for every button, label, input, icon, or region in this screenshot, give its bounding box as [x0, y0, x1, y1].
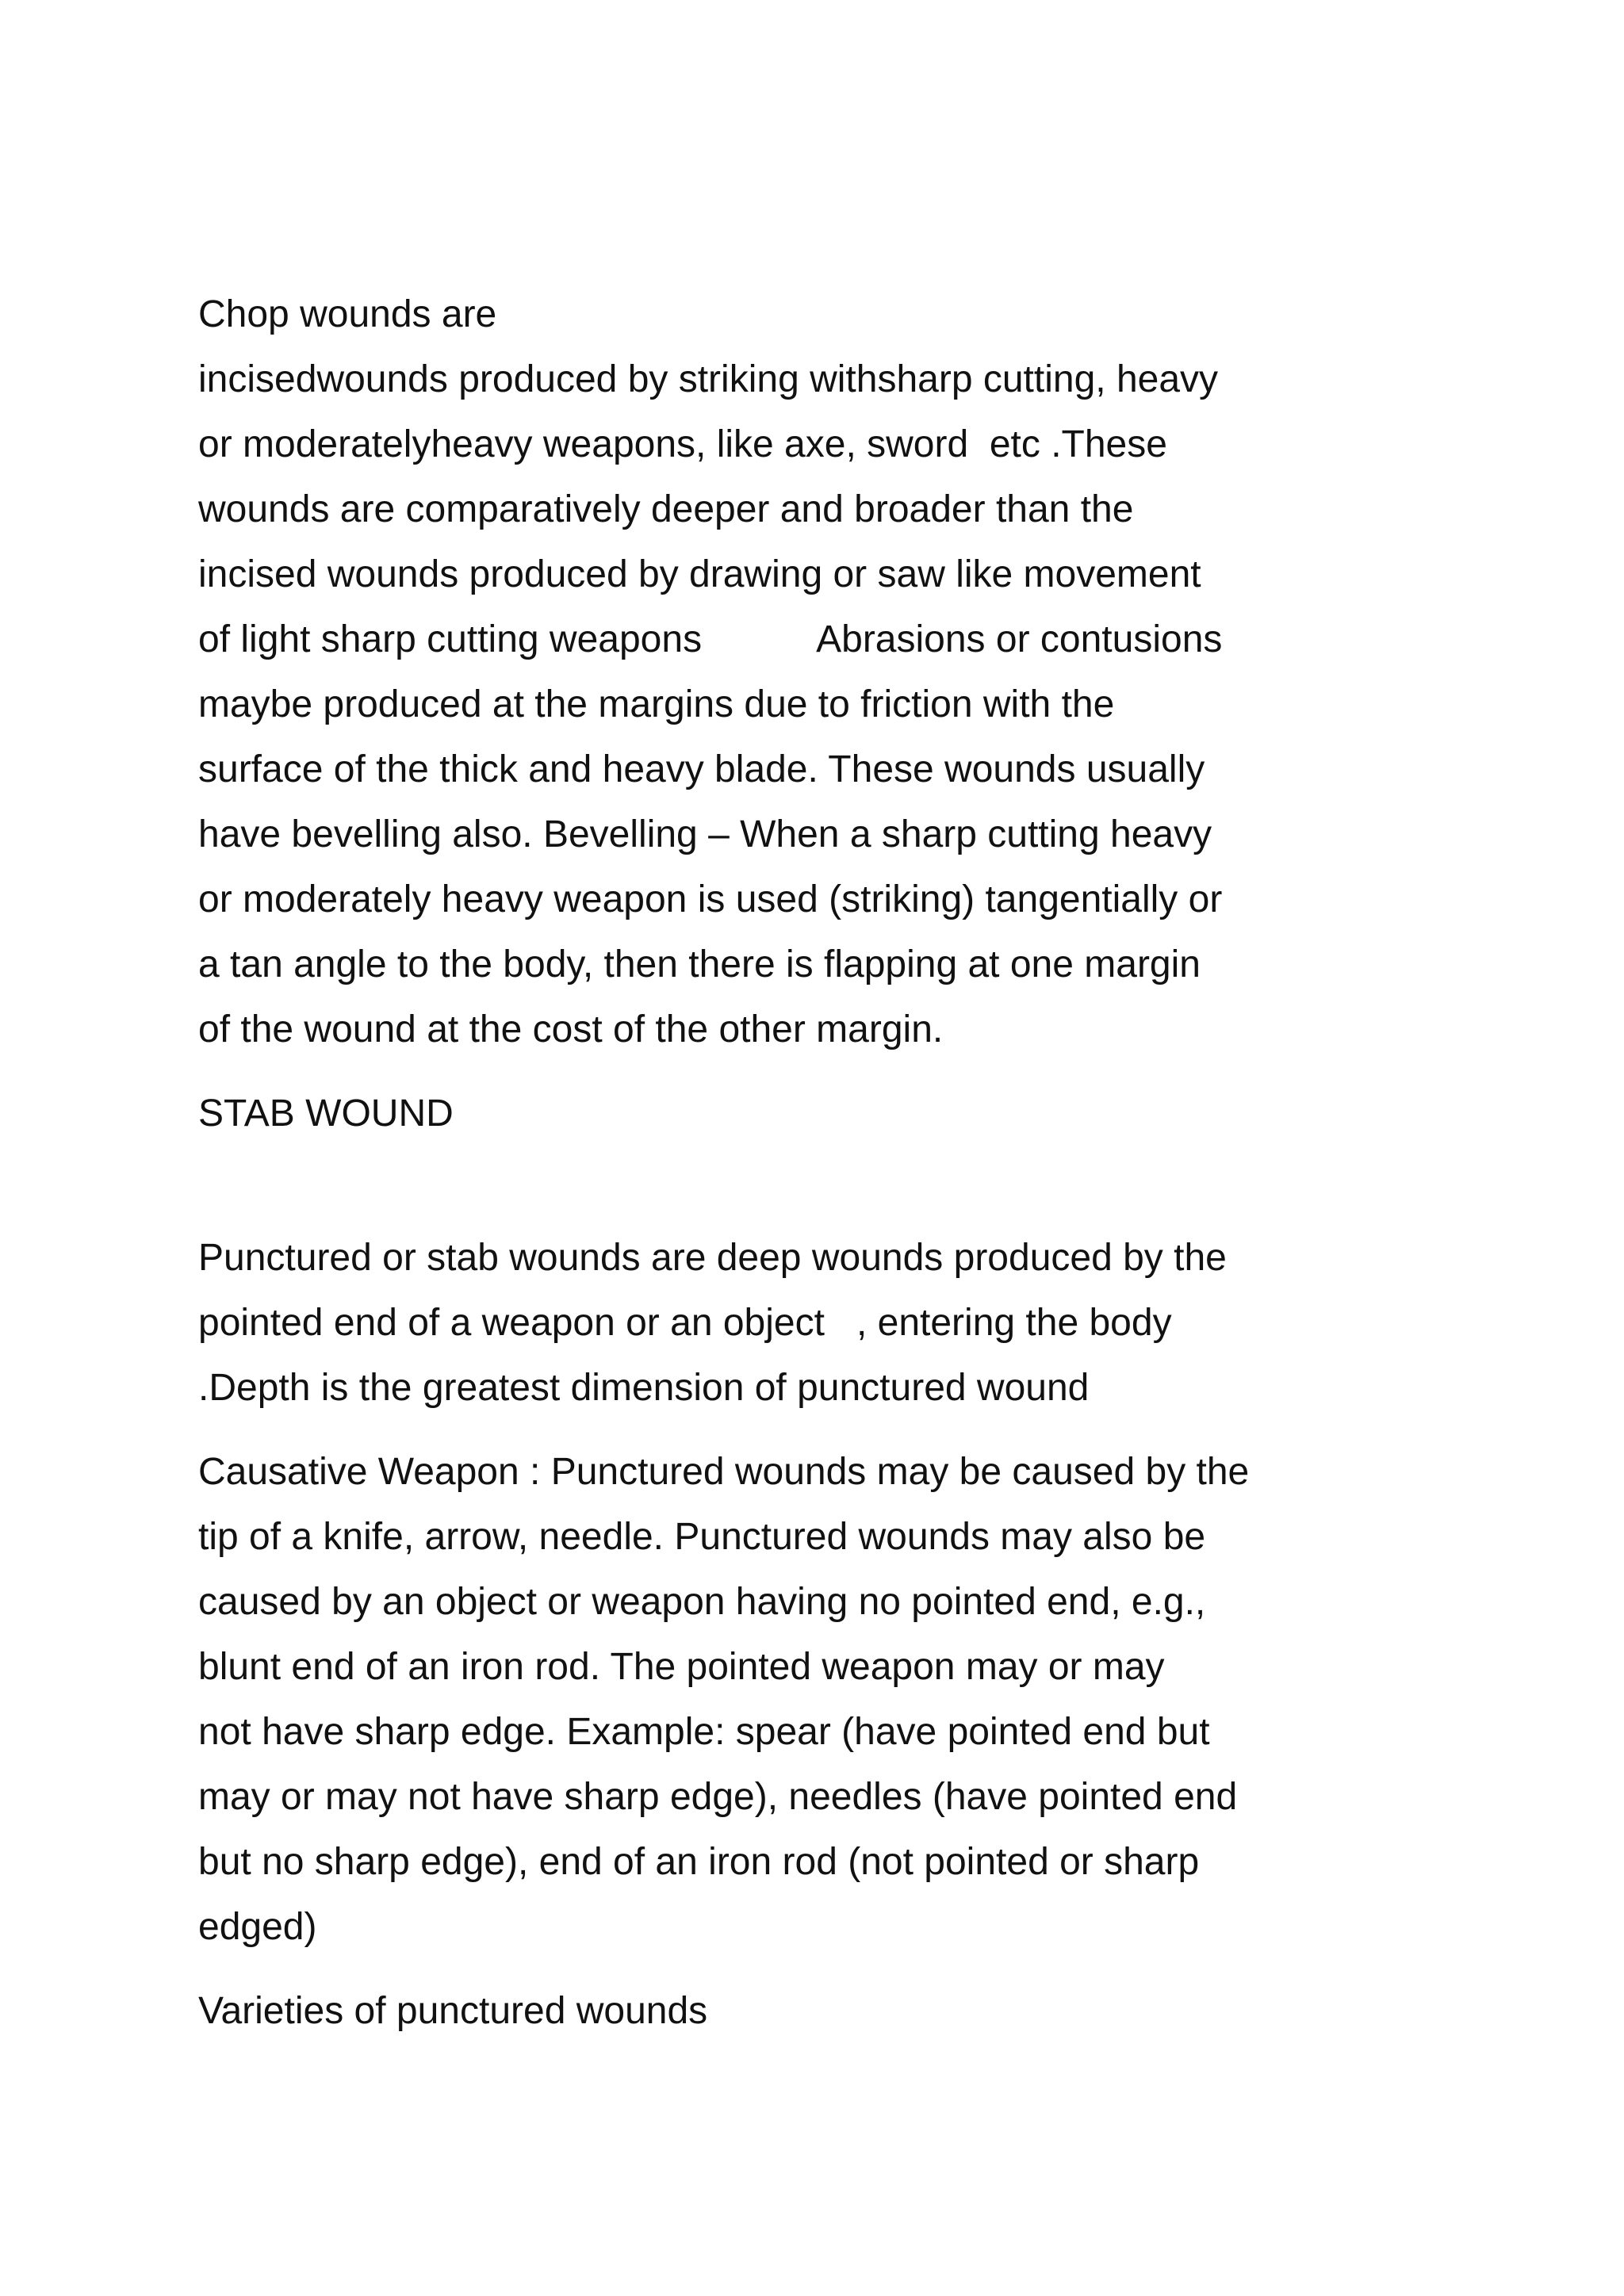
text-line: may or may not have sharp edge), needles (have pointed end — [198, 1776, 1238, 1818]
text-line: not have sharp edge. Example: spear (have pointed end but — [198, 1711, 1210, 1753]
text-line: but no sharp edge), end of an iron rod (not pointed or sharp — [198, 1841, 1200, 1883]
text-line: .Depth is the greatest dimension of punctured wound — [198, 1367, 1090, 1409]
text-line: tip of a knife, arrow, needle. Punctured wounds may also be — [198, 1516, 1206, 1558]
spacer — [198, 1146, 1451, 1226]
text-line: of light sharp cutting weapons Abrasions or contusions — [198, 618, 1223, 660]
text-line: caused by an object or weapon having no pointed end, e.g., — [198, 1581, 1206, 1623]
text-line: or moderatelyheavy weapons, like axe, sword etc .These — [198, 423, 1167, 465]
paragraph-chop-wounds — [198, 282, 1451, 1062]
text-line: surface of the thick and heavy blade. These wounds usually — [198, 748, 1205, 790]
paragraph-causative-weapon — [198, 1440, 1451, 1960]
heading-stab-wound: STAB WOUND — [198, 1093, 454, 1135]
spacer — [198, 1062, 1451, 1081]
text-line: a tan angle to the body, then there is flapping at one margin — [198, 943, 1201, 985]
text-line: pointed end of a weapon or an object , entering the body — [198, 1302, 1172, 1344]
text-line: or moderately heavy weapon is used (striking) tangentially or — [198, 878, 1223, 920]
text-line: wounds are comparatively deeper and broader than the — [198, 488, 1134, 530]
text-line: incisedwounds produced by striking withsharp cutting, heavy — [198, 358, 1219, 400]
document-page — [198, 282, 1451, 2044]
text-line: blunt end of an iron rod. The pointed weapon may or may — [198, 1646, 1165, 1688]
heading-varieties: Varieties of punctured wounds — [198, 1990, 708, 2032]
text-line: of the wound at the cost of the other margin. — [198, 1008, 944, 1050]
text-line: edged) — [198, 1906, 317, 1948]
text-line: maybe produced at the margins due to friction with the — [198, 683, 1115, 725]
text-line: incised wounds produced by drawing or saw like movement — [198, 553, 1201, 595]
text-line: have bevelling also. Bevelling – When a sharp cutting heavy — [198, 813, 1212, 855]
text-line: Chop wounds are — [198, 293, 497, 335]
spacer — [198, 1421, 1451, 1440]
text-line: Punctured or stab wounds are deep wounds produced by the — [198, 1237, 1227, 1279]
paragraph-punctured-wounds — [198, 1226, 1451, 1421]
text-line: Causative Weapon : Punctured wounds may be caused by the — [198, 1451, 1250, 1493]
spacer — [198, 1960, 1451, 1979]
